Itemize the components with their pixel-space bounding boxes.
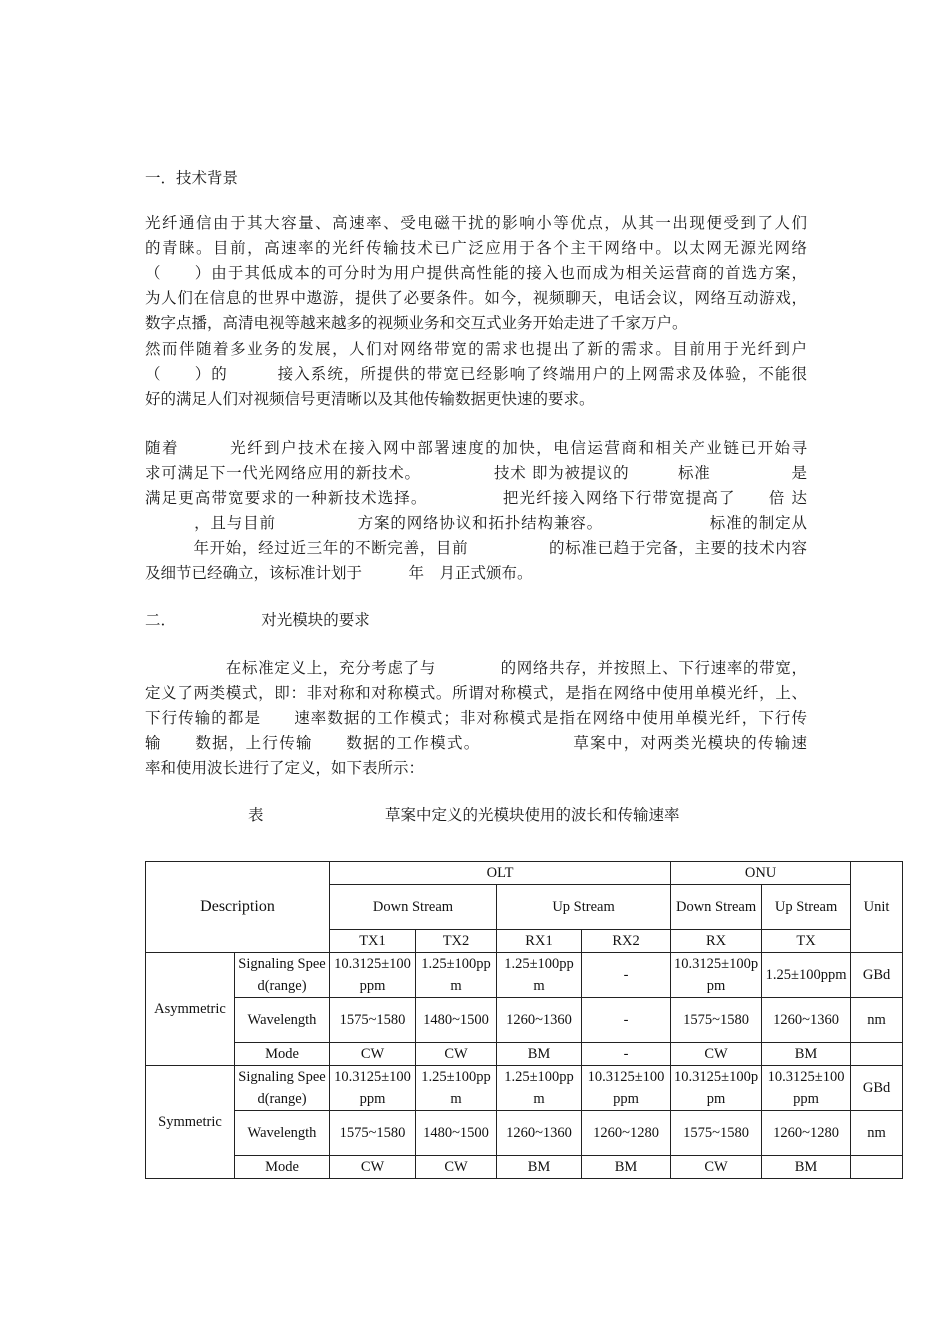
group-label: Asymmetric [146, 953, 235, 1066]
description-header: Description [146, 862, 330, 953]
unit-header: Unit [851, 862, 903, 953]
channel-tx: TX [762, 930, 851, 953]
value-cell: - [582, 1043, 671, 1066]
section1-line: ，且与目前 方案的网络协议和拓扑结构兼容。 标准的制定从 [145, 514, 807, 532]
section1-heading: 一．技术背景 [145, 169, 239, 187]
section1-line: 数字点播，高清电视等越来越多的视频业务和交互式业务开始走进了千家万户。 [145, 314, 688, 332]
value-cell: 10.3125±100ppm [671, 1066, 762, 1111]
value-cell: 1260~1360 [497, 1111, 582, 1156]
value-cell: 1480~1500 [416, 1111, 497, 1156]
value-cell: BM [497, 1156, 582, 1179]
value-cell: 10.3125±100ppm [330, 953, 416, 998]
value-cell: BM [582, 1156, 671, 1179]
section1-line: （ ）由于其低成本的可分时为用户提供高性能的接入也而成为相关运营商的首选方案， [145, 264, 807, 282]
section1-line: 随着 光纤到户技术在接入网中部署速度的加快，电信运营商和相关产业链已开始寻 [145, 439, 807, 457]
unit-cell: nm [851, 998, 903, 1043]
value-cell: 1.25±100ppm [416, 1066, 497, 1111]
section1-line: （ ）的 接入系统，所提供的带宽已经影响了终端用户的上网需求及体验，不能很 [145, 365, 807, 383]
olt-upstream-header: Up Stream [497, 885, 671, 930]
value-cell: 1260~1280 [762, 1111, 851, 1156]
param-cell: Signaling Speed(range) [235, 1066, 330, 1111]
value-cell: BM [762, 1156, 851, 1179]
onu-downstream-header: Down Stream [671, 885, 762, 930]
channel-rx2: RX2 [582, 930, 671, 953]
section1-line: 然而伴随着多业务的发展，人们对网络带宽的需求也提出了新的需求。目前用于光纤到户 [145, 340, 807, 358]
value-cell: 10.3125±100ppm [582, 1066, 671, 1111]
section1-line: 的青睐。目前，高速率的光纤传输技术已广泛应用于各个主干网络中。以太网无源光网络 [145, 239, 807, 257]
value-cell: CW [671, 1043, 762, 1066]
value-cell: 1575~1580 [671, 1111, 762, 1156]
value-cell: CW [671, 1156, 762, 1179]
unit-cell [851, 1043, 903, 1066]
section2-line: 定义了两类模式，即：非对称和对称模式。所谓对称模式，是指在网络中使用单模光纤，上、 [145, 684, 807, 702]
value-cell: 1575~1580 [330, 1111, 416, 1156]
olt-header: OLT [330, 862, 671, 885]
table-row [146, 1156, 903, 1179]
value-cell: 1.25±100ppm [762, 953, 851, 998]
channel-rx: RX [671, 930, 762, 953]
channel-tx1: TX1 [330, 930, 416, 953]
onu-upstream-header: Up Stream [762, 885, 851, 930]
section1-line: 求可满足下一代光网络应用的新技术。 技术 即为被提议的 标准 是 [145, 464, 807, 482]
value-cell: 1.25±100ppm [497, 1066, 582, 1111]
table-caption-title: 草案中定义的光模块使用的波长和传输速率 [385, 806, 680, 824]
onu-header: ONU [671, 862, 851, 885]
param-cell: Signaling Speed(range) [235, 953, 330, 998]
value-cell: CW [416, 1156, 497, 1179]
value-cell: 1260~1280 [582, 1111, 671, 1156]
value-cell: 10.3125±100ppm [671, 953, 762, 998]
value-cell: 1480~1500 [416, 998, 497, 1043]
value-cell: 1575~1580 [671, 998, 762, 1043]
param-cell: Mode [235, 1043, 330, 1066]
table-row [146, 1111, 903, 1156]
spec-table [145, 861, 903, 1179]
section2-line: 在标准定义上，充分考虑了与 的网络共存，并按照上、下行速率的带宽， [145, 659, 807, 677]
value-cell: 1.25±100ppm [497, 953, 582, 998]
section1-line: 及细节已经确立，该标准计划于 年 月正式颁布。 [145, 564, 533, 582]
channel-tx2: TX2 [416, 930, 497, 953]
table-row [146, 1066, 903, 1111]
section2-line: 输 数据，上行传输 数据的工作模式。 草案中，对两类光模块的传输速 [145, 734, 807, 752]
unit-cell: nm [851, 1111, 903, 1156]
value-cell: 1.25±100ppm [416, 953, 497, 998]
value-cell: - [582, 953, 671, 998]
value-cell: - [582, 998, 671, 1043]
value-cell: BM [762, 1043, 851, 1066]
param-cell: Wavelength [235, 998, 330, 1043]
param-cell: Mode [235, 1156, 330, 1179]
unit-cell: GBd [851, 953, 903, 998]
value-cell: CW [330, 1043, 416, 1066]
section2-line: 率和使用波长进行了定义，如下表所示： [145, 759, 425, 777]
unit-cell [851, 1156, 903, 1179]
value-cell: CW [330, 1156, 416, 1179]
param-cell: Wavelength [235, 1111, 330, 1156]
value-cell: BM [497, 1043, 582, 1066]
channel-rx1: RX1 [497, 930, 582, 953]
section2-line: 下行传输的都是 速率数据的工作模式；非对称模式是指在网络中使用单模光纤，下行传 [145, 709, 807, 727]
unit-cell: GBd [851, 1066, 903, 1111]
olt-downstream-header: Down Stream [330, 885, 497, 930]
table-row [146, 1043, 903, 1066]
value-cell: 1260~1360 [497, 998, 582, 1043]
section2-heading: 二． 对光模块的要求 [145, 611, 370, 629]
section1-line: 为人们在信息的世界中遨游，提供了必要条件。如今，视频聊天，电话会议，网络互动游戏， [145, 289, 807, 307]
table-caption-label: 表 [248, 806, 264, 824]
table-row [146, 998, 903, 1043]
section1-line: 光纤通信由于其大容量、高速率、受电磁干扰的影响小等优点，从其一出现便受到了人们 [145, 214, 807, 232]
value-cell: CW [416, 1043, 497, 1066]
value-cell: 1260~1360 [762, 998, 851, 1043]
value-cell: 10.3125±100ppm [330, 1066, 416, 1111]
section1-line: 好的满足人们对视频信号更清晰以及其他传输数据更快速的要求。 [145, 390, 595, 408]
section1-line: 年开始，经过近三年的不断完善，目前 的标准已趋于完备，主要的技术内容 [145, 539, 807, 557]
group-label: Symmetric [146, 1066, 235, 1179]
value-cell: 1575~1580 [330, 998, 416, 1043]
section1-line: 满足更高带宽要求的一种新技术选择。 把光纤接入网络下行带宽提高了 倍 达 [145, 489, 807, 507]
value-cell: 10.3125±100ppm [762, 1066, 851, 1111]
table-row [146, 953, 903, 998]
